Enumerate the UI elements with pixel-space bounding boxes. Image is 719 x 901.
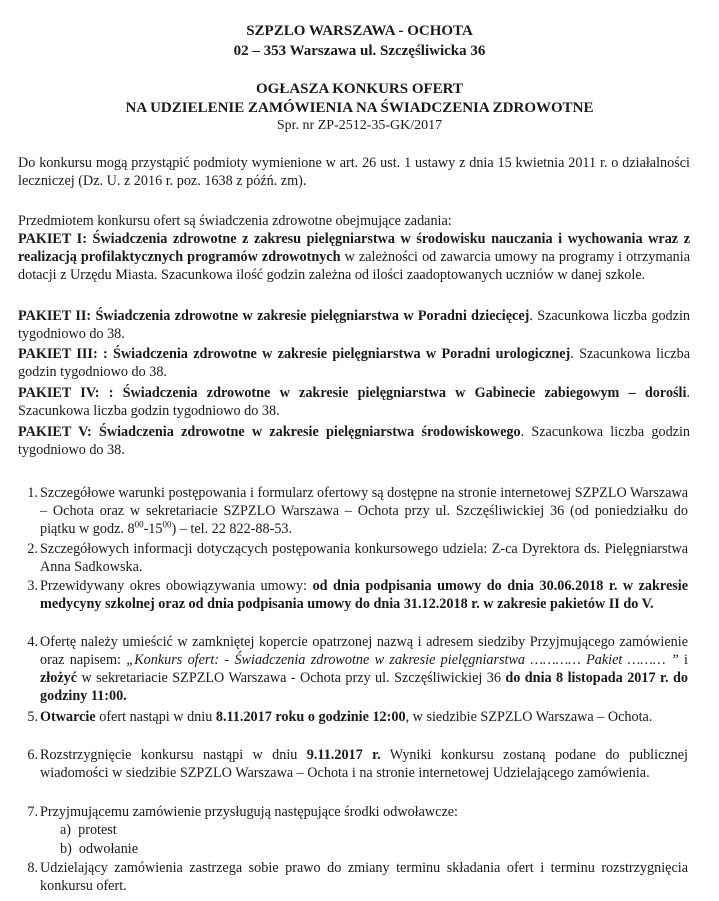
package-3-title: PAKIET III: : Świadczenia zdrowotne w zakresie pielęgniarstwa w Poradni urologicznej [18, 346, 571, 362]
item-3-label: Przewidywany okres obowiązywania umowy: [40, 578, 313, 594]
package-2 [18, 307, 690, 343]
subject-paragraph: Przedmiotem konkursu ofert są świadczenia zdrowotne obejmujące zadania: [18, 213, 452, 229]
package-1-text: w zależności od zawarcia umowy na programy i otrzymania dotacji z Urzędu Miasta. Szacunkowa ilość godzin zależna od ilości zaadoptowanych uczniów w danej szkole. [18, 249, 691, 283]
item-3 [40, 577, 688, 613]
package-4-text: . Szacunkowa liczba godzin tygodniowo do 38. [18, 385, 690, 419]
item-7-sub-a-marker: a) [60, 822, 72, 838]
package-3-text: . Szacunkowa liczba godzin tygodniowo do 38. [18, 346, 690, 380]
item-6-results: Wyniki konkursu zostaną podane do publicznej wiadomości w siedzibie SZPZLO Warszawa – Ochota i na stronie internetowej Udzielającego zamówienia. [40, 747, 688, 781]
item-1-phone: ) – tel. 22 822-88-53. [171, 521, 293, 537]
package-2-title: PAKIET II: Świadczenia zdrowotne w zakresie pielęgniarstwa w Poradni dziecięcej [18, 308, 530, 324]
package-1-title: PAKIET I: Świadczenia zdrowotne z zakresu pielęgniarstwa w środowisku nauczania i wychowania wraz z realizacją profilaktycznych programów zdrowotnych [18, 231, 690, 265]
package-5-text: . Szacunkowa liczba godzin tygodniowo do 38. [18, 424, 690, 458]
package-4-title: PAKIET IV: : Świadczenia zdrowotne w zakresie pielęgniarstwa w Gabinecie zabiegowym – dorośli [18, 385, 687, 401]
item-7-sub-b [60, 840, 138, 858]
item-3-number: 3. [27, 578, 38, 594]
item-6-number: 6. [27, 747, 38, 763]
package-3 [18, 345, 690, 381]
item-7-sub-b-marker: b) [60, 841, 72, 857]
item-1 [40, 484, 688, 538]
item-6-text: Rozstrzygnięcie konkursu nastąpi w dniu [40, 747, 307, 763]
item-4-text: Ofertę należy umieścić w zamkniętej kopercie opatrzonej nazwą i adresem siedziby Przyjmującego zamówienie oraz napisem: [40, 634, 688, 668]
item-1-text: Szczegółowe warunki postępowania i formularz ofertowy są dostępne na stronie internetowej SZPZLO Warszawa – Ochota oraz w sekretariacie SZPZLO Warszawa – Ochota przy ul. Szczęśliwickiej 36 (od poniedziałku do piątku w godz. 8 [40, 485, 688, 537]
item-7: Przyjmującemu zamówienie przysługują następujące środki odwoławcze: [40, 804, 458, 820]
org-address: 02 – 353 Warszawa ul. Szczęśliwicka 36 [233, 43, 486, 59]
eligibility-paragraph: Do konkursu mogą przystąpić podmioty wymienione w art. 26 ust. 1 ustawy z dnia 15 kwietnia 2011 r. o działalności leczniczej (Dz. U. z 2016 r. poz. 1638 z późń. zm). [18, 155, 690, 189]
item-4-envelope-label: „Konkurs ofert: - Świadczenia zdrowotne w zakresie pielęgniarstwa ………… Pakiet ……… ” [126, 652, 679, 668]
item-7-sub-a-text: protest [78, 822, 117, 838]
item-2-number: 2. [27, 541, 38, 557]
item-7-sub-a [60, 821, 117, 839]
item-1-number: 1. [27, 485, 38, 501]
item-4-and: i [678, 652, 688, 668]
item-8-number: 8. [27, 860, 38, 876]
item-4-deadline: do dnia 8 listopada 2017 r. do godziny 11:00. [40, 670, 688, 704]
item-1-hours-start: 00 [134, 519, 144, 530]
item-5-number: 5. [27, 709, 38, 725]
item-1-hours-end-min: 00 [162, 519, 172, 530]
org-name: SZPZLO WARSZAWA - OCHOTA [246, 23, 473, 39]
package-5-title: PAKIET V: Świadczenia zdrowotne w zakresie pielęgniarstwa środowiskowego [18, 424, 521, 440]
item-1-hours-end: -15 [143, 521, 163, 537]
item-4 [40, 633, 688, 705]
package-5 [18, 423, 690, 459]
item-6 [40, 746, 688, 782]
package-2-text: . Szacunkowa liczba godzin tygodniowo do 38. [18, 308, 690, 342]
package-1 [18, 230, 690, 284]
notice-title-2: NA UDZIELENIE ZAMÓWIENIA NA ŚWIADCZENIA ZDROWOTNE [125, 100, 594, 116]
item-7-number: 7. [27, 804, 38, 820]
item-7-sub-b-text: odwołanie [78, 841, 139, 857]
item-4-submit: złożyć [40, 670, 78, 686]
item-5-place: , w siedzibie SZPZLO Warszawa – Ochota. [405, 709, 653, 725]
notice-title-1: OGŁASZA KONKURS OFERT [255, 81, 463, 97]
item-5-label: Otwarcie [40, 709, 96, 725]
item-4-place: w sekretariacie SZPZLO Warszawa - Ochota przy ul. Szczęśliwickiej 36 [77, 670, 506, 686]
item-8: Udzielający zamówienia zastrzega sobie prawo do zmiany terminu składania ofert i terminu rozstrzygnięcia konkursu ofert. [40, 860, 688, 894]
item-5 [40, 708, 688, 726]
item-3-period: od dnia podpisania umowy do dnia 30.06.2018 r. w zakresie medycyny szkolnej oraz od dnia podpisania umowy do dnia 31.12.2018 r. w zakresie pakietów II do V. [40, 578, 688, 612]
item-5-datetime: 8.11.2017 roku o godzinie 12:00 [215, 709, 406, 725]
item-4-number: 4. [27, 634, 38, 650]
item-5-text: ofert nastąpi w dniu [95, 709, 216, 725]
item-2: Szczegółowych informacji dotyczących postępowania konkursowego udziela: Z-ca Dyrektora ds. Pielęgniarstwa Anna Sadkowska. [40, 541, 688, 575]
reference-number: Spr. nr ZP-2512-35-GK/2017 [276, 118, 443, 133]
package-4 [18, 384, 690, 420]
item-6-date: 9.11.2017 r. [306, 747, 381, 763]
